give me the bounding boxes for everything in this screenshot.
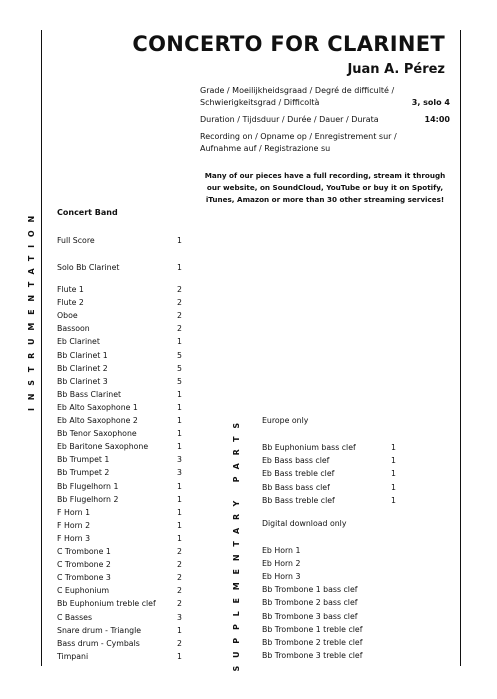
instrument-quantity: 2	[177, 285, 182, 294]
digital-part-row	[262, 650, 362, 662]
europe-part-row	[262, 482, 396, 494]
instrument-name: Bb Clarinet 1	[57, 350, 108, 360]
instrument-quantity: 2	[177, 560, 182, 570]
instrument-name: Bb Tenor Saxophone	[57, 429, 137, 439]
europe-only-heading: Europe only	[262, 416, 309, 425]
streaming-note	[200, 170, 450, 207]
europe-part-row	[262, 455, 396, 467]
streaming-note-line1: Many of our pieces have a full recording, stream it through	[204, 171, 446, 180]
instrument-name: Eb Alto Saxophone 2	[57, 416, 138, 425]
instrument-name: Eb Clarinet	[57, 337, 100, 347]
instrument-name: C Basses	[57, 612, 93, 622]
instrument-quantity: 5	[177, 363, 182, 373]
digital-part-row	[262, 571, 300, 583]
instrument-quantity: 2	[177, 638, 182, 648]
instrument-quantity: 3	[177, 468, 182, 478]
grade-label-line1: Grade / Moeilijkheidsgraad / Degré de difficulté /	[200, 86, 395, 95]
instrument-quantity: 1	[177, 520, 182, 530]
instrument-quantity: 3	[177, 612, 182, 622]
instrument-name: Bb Flugelhorn 2	[57, 494, 119, 504]
instrument-row	[57, 481, 182, 493]
instrument-name: Bb Trumpet 2	[57, 468, 110, 478]
instrument-row	[57, 533, 182, 545]
instrument-row	[57, 625, 182, 637]
digital-part-row	[262, 584, 358, 596]
instrument-row	[57, 350, 182, 362]
part-name: Bb Trombone 1 bass clef	[262, 585, 358, 595]
instrument-quantity: 1	[177, 389, 182, 399]
europe-part-row	[262, 495, 396, 507]
instrument-name: F Horn 2	[57, 520, 91, 530]
instrument-quantity: 2	[177, 298, 182, 308]
part-name: Bb Trombone 2 bass clef	[262, 598, 358, 608]
instrument-row	[57, 262, 182, 274]
part-name: Eb Horn 2	[262, 559, 301, 569]
digital-part-row	[262, 558, 300, 570]
digital-part-row	[262, 545, 300, 557]
instrument-quantity: 1	[177, 533, 182, 543]
digital-part-row	[262, 611, 358, 623]
duration-value: 14:00	[424, 115, 450, 124]
instrument-row	[57, 376, 182, 388]
instrument-name: Flute 1	[57, 285, 84, 294]
instrument-row	[57, 651, 182, 663]
instrument-quantity: 1	[177, 481, 182, 491]
concert-band-heading: Concert Band	[57, 208, 118, 217]
instrument-name: Eb Alto Saxophone 1	[57, 402, 138, 412]
part-name: Bb Trombone 3 treble clef	[262, 650, 363, 660]
page-title: CONCERTO FOR CLARINET	[132, 32, 445, 56]
grade-value: 3, solo 4	[411, 98, 450, 107]
instrument-row	[57, 598, 182, 610]
instrument-quantity: 2	[177, 324, 182, 334]
digital-download-heading: Digital download only	[262, 519, 347, 528]
instrument-quantity: 5	[177, 376, 182, 386]
instrument-row	[57, 454, 182, 466]
recording-label-line2: Aufnahme auf / Registrazione su	[200, 144, 331, 153]
part-name: Bb Trombone 2 treble clef	[262, 637, 363, 647]
streaming-note-line3: iTunes, Amazon or more than 30 other streaming services!	[205, 195, 445, 205]
instrument-name: Bb Clarinet 2	[57, 363, 108, 373]
instrument-quantity: 1	[177, 402, 182, 412]
instrument-name: F Horn 3	[57, 533, 91, 543]
instrument-name: Bb Flugelhorn 1	[57, 481, 119, 491]
instrument-quantity: 3	[177, 455, 182, 465]
instrumentation-side-label: INSTRUMENTATION	[27, 208, 36, 412]
instrument-name: Timpani	[57, 651, 89, 661]
instrument-name: Bb Clarinet 3	[57, 376, 108, 386]
instrument-row	[57, 546, 182, 558]
instrument-quantity: 1	[177, 442, 182, 452]
instrument-row	[57, 507, 182, 519]
duration-info	[200, 114, 450, 126]
instrument-row	[57, 585, 182, 597]
left-divider-line	[41, 30, 42, 666]
instrument-row	[57, 363, 182, 375]
instrument-row	[57, 428, 182, 440]
grade-label-line2: Schwierigkeitsgrad / Difficoltà	[200, 98, 320, 107]
part-name: Bb Bass treble clef	[262, 495, 335, 505]
instrument-quantity: 2	[177, 311, 182, 321]
europe-part-row	[262, 468, 396, 480]
instrument-name: Bass drum - Cymbals	[57, 638, 140, 648]
instrument-name: Snare drum - Triangle	[57, 625, 142, 635]
instrument-name: Full Score	[57, 236, 95, 245]
instrument-quantity: 1	[177, 337, 182, 347]
part-name: Bb Trombone 3 bass clef	[262, 611, 358, 621]
instrument-row	[57, 520, 182, 532]
instrument-row	[57, 402, 182, 414]
supplementary-side-label: SUPPLEMENTARY PARTS	[232, 415, 241, 672]
instrument-quantity: 1	[177, 494, 182, 504]
instrument-name: Flute 2	[57, 298, 84, 308]
part-quantity: 1	[391, 443, 396, 452]
instrument-quantity: 1	[177, 429, 182, 439]
instrument-quantity: 1	[177, 651, 182, 661]
instrument-name: Bb Bass Clarinet	[57, 389, 122, 399]
instrument-quantity: 1	[177, 236, 182, 245]
europe-part-row	[262, 442, 396, 454]
instrument-name: C Trombone 3	[57, 573, 111, 583]
instrument-name: C Trombone 1	[57, 547, 111, 556]
instrument-row	[57, 467, 182, 479]
part-name: Eb Bass bass clef	[262, 456, 330, 466]
part-quantity: 1	[391, 482, 396, 492]
instrument-quantity: 2	[177, 599, 182, 609]
instrument-name: Oboe	[57, 311, 78, 321]
instrument-row	[57, 297, 182, 309]
instrument-row	[57, 415, 182, 427]
part-name: Bb Trombone 1 treble clef	[262, 624, 363, 634]
grade-info	[200, 85, 450, 109]
part-name: Eb Horn 3	[262, 572, 301, 582]
instrument-name: Solo Bb Clarinet	[57, 263, 120, 272]
instrument-row	[57, 389, 182, 401]
instrument-name: Bassoon	[57, 324, 90, 334]
instrument-name: F Horn 1	[57, 507, 91, 517]
duration-label: Duration / Tijdsduur / Durée / Dauer / Durata	[200, 115, 379, 124]
part-quantity: 1	[391, 469, 396, 479]
part-quantity: 1	[391, 495, 396, 505]
instrument-quantity: 1	[177, 625, 182, 635]
instrument-row	[57, 235, 182, 247]
instrument-row	[57, 323, 182, 335]
instrument-quantity: 2	[177, 586, 182, 596]
instrument-quantity: 2	[177, 573, 182, 583]
instrument-row	[57, 612, 182, 624]
part-quantity: 1	[391, 456, 396, 466]
digital-part-row	[262, 637, 362, 649]
instrument-quantity: 1	[177, 507, 182, 517]
instrument-row	[57, 336, 182, 348]
instrument-row	[57, 572, 182, 584]
instrument-name: C Euphonium	[57, 586, 110, 596]
instrument-row	[57, 310, 182, 322]
instrument-name: C Trombone 2	[57, 560, 111, 570]
streaming-note-line2: our website, on SoundCloud, YouTube or buy it on Spotify,	[206, 183, 444, 193]
recording-info	[200, 131, 450, 155]
composer-name: Juan A. Pérez	[347, 62, 445, 77]
instrument-quantity: 1	[177, 416, 182, 425]
instrument-row	[57, 638, 182, 650]
instrument-name: Bb Euphonium treble clef	[57, 599, 156, 609]
digital-part-row	[262, 624, 362, 636]
part-name: Eb Bass treble clef	[262, 469, 335, 479]
instrument-name: Bb Trumpet 1	[57, 455, 110, 465]
part-name: Eb Horn 1	[262, 546, 301, 555]
instrument-quantity: 2	[177, 547, 182, 556]
instrument-row	[57, 559, 182, 571]
part-name: Bb Euphonium bass clef	[262, 443, 356, 452]
instrument-row	[57, 284, 182, 296]
recording-label-line1: Recording on / Opname op / Enregistrement sur /	[200, 132, 397, 141]
digital-part-row	[262, 597, 358, 609]
instrument-name: Eb Baritone Saxophone	[57, 442, 149, 452]
instrument-row	[57, 494, 182, 506]
right-divider-line	[460, 30, 461, 666]
part-name: Bb Bass bass clef	[262, 482, 330, 492]
instrument-quantity: 1	[177, 263, 182, 272]
instrument-quantity: 5	[177, 350, 182, 360]
instrument-row	[57, 441, 182, 453]
